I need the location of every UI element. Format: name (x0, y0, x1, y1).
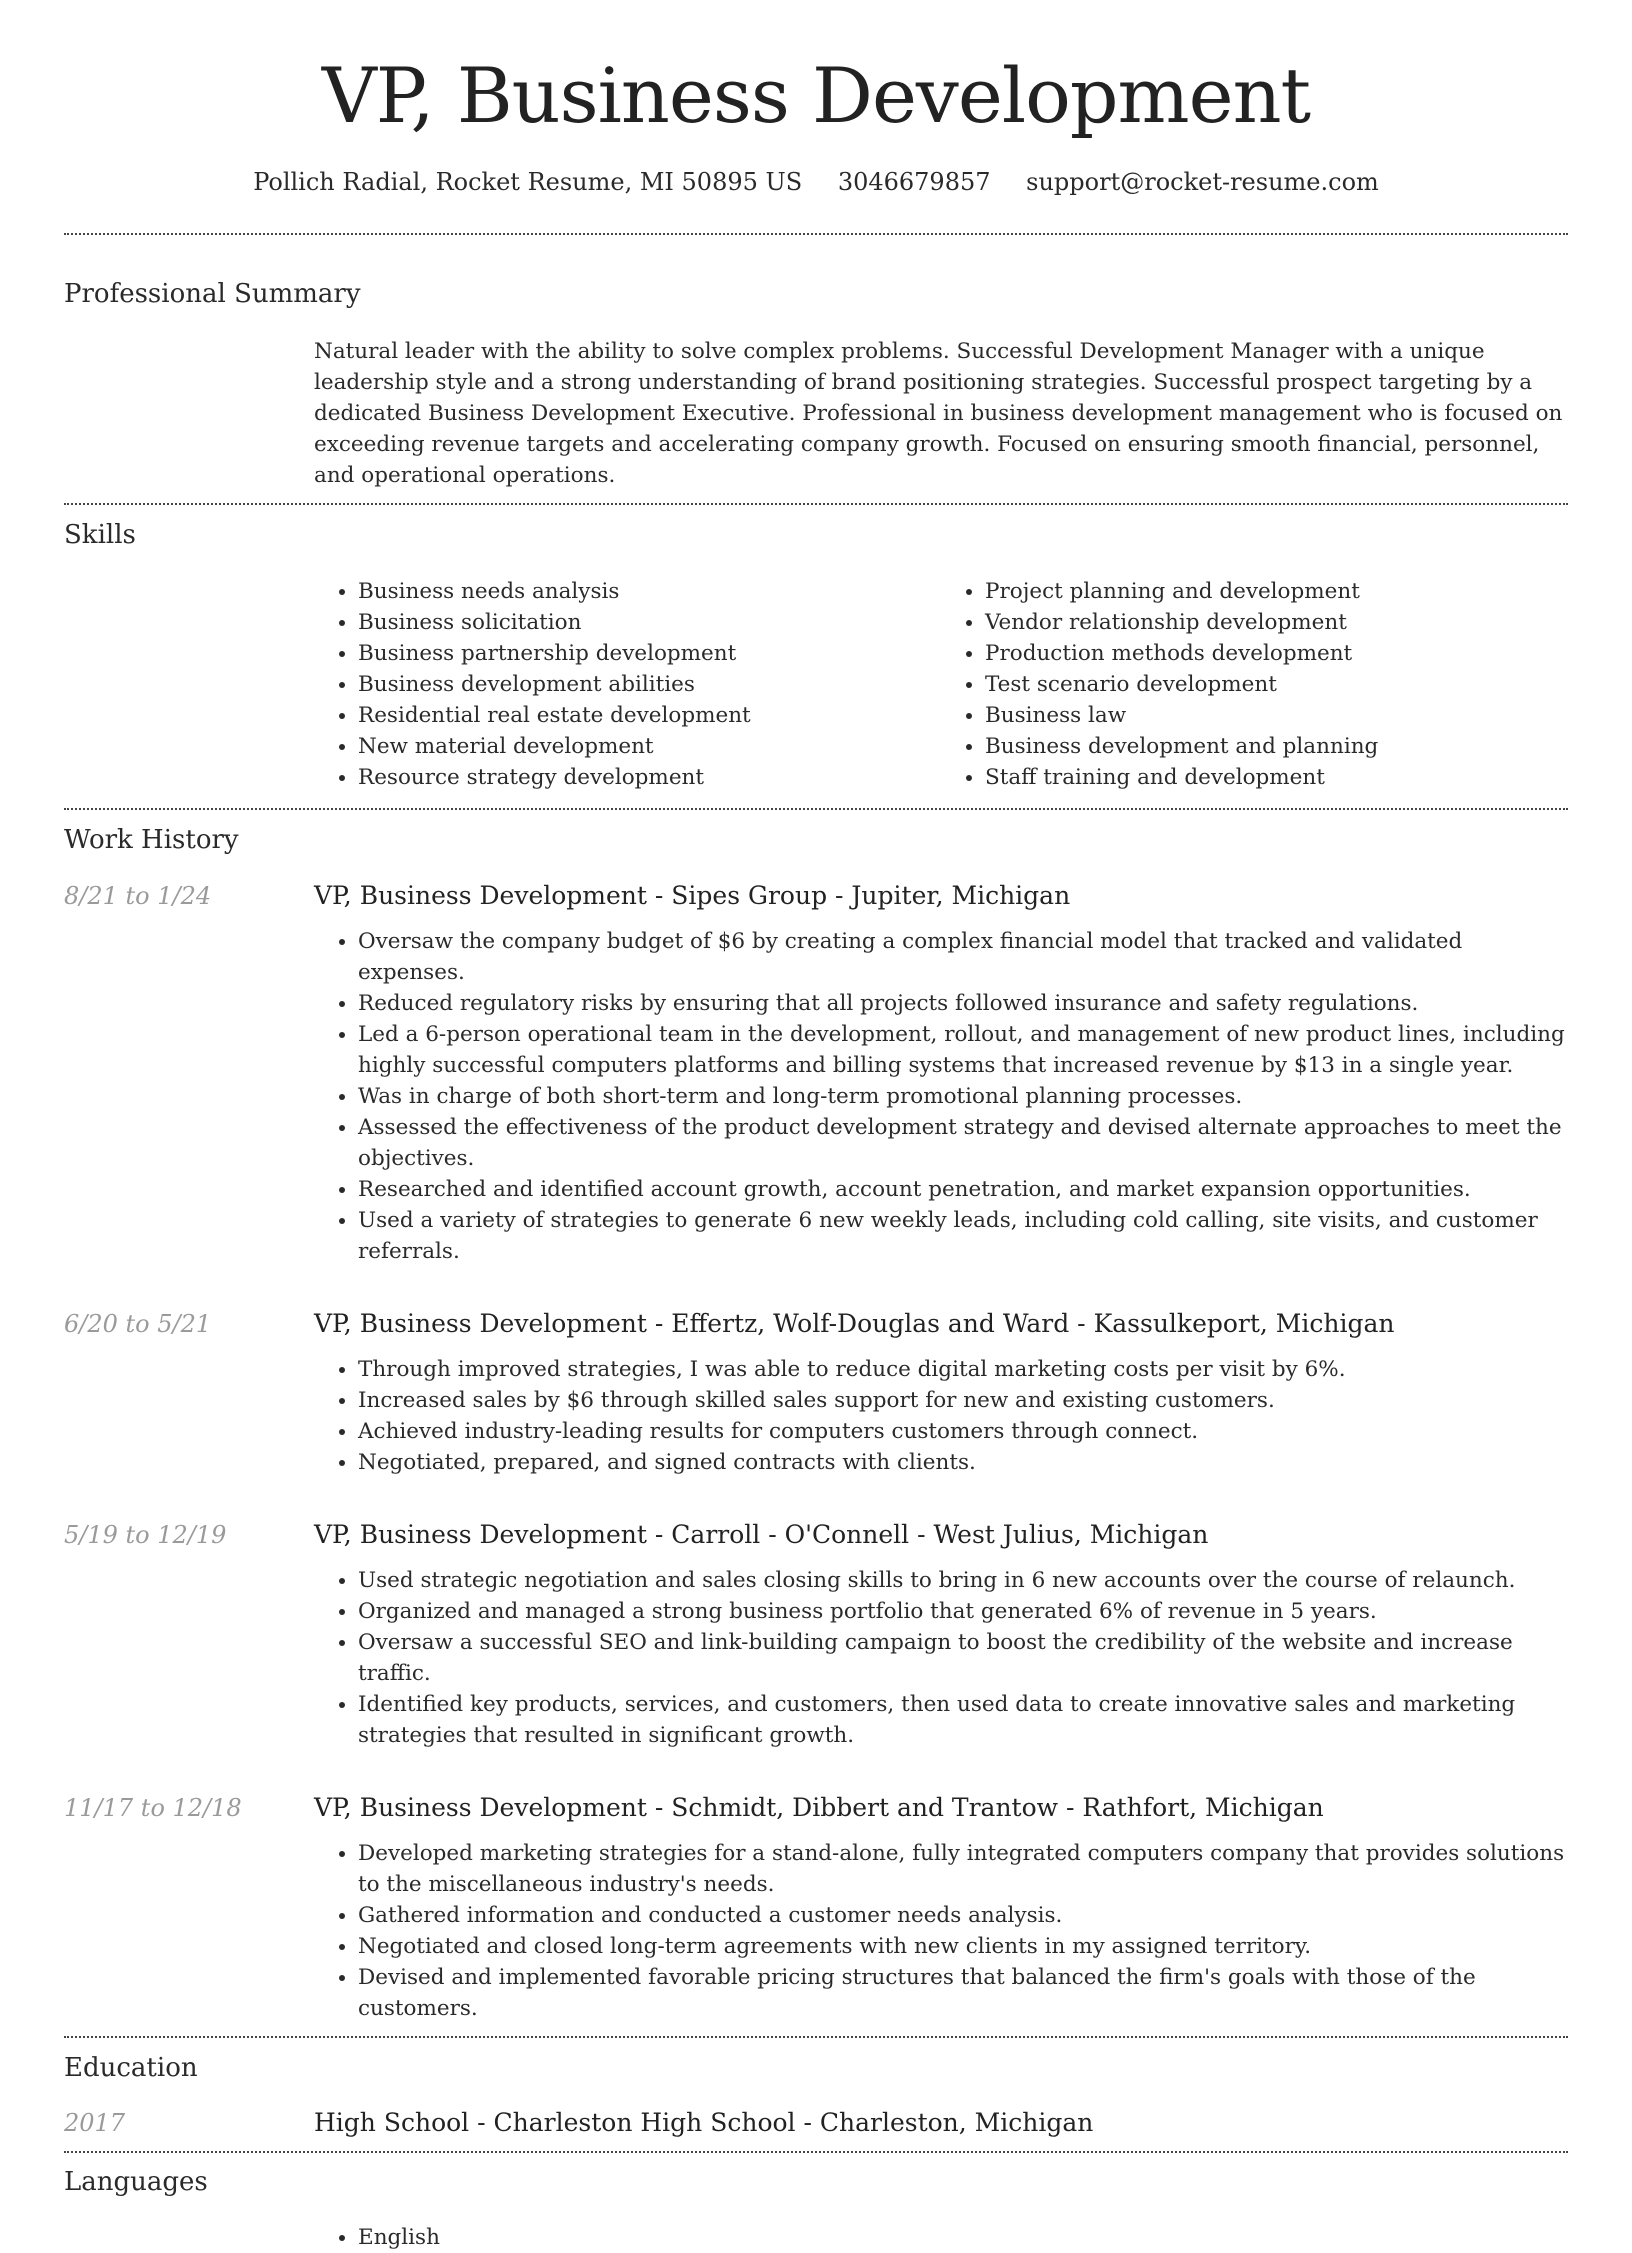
skill-item: • Business solicitation (358, 607, 941, 638)
job-bullets (314, 1354, 1568, 1478)
section-title-work: Work History (64, 825, 239, 855)
section-divider (64, 503, 1568, 505)
skill-item: • Project planning and development (985, 576, 1568, 607)
section-title-skills: Skills (64, 520, 136, 550)
job-title: VP, Business Development - Effertz, Wolf-Douglas and Ward - Kassulkeport, Michigan (314, 1309, 1395, 1338)
section-divider (64, 2151, 1568, 2153)
education-date: 2017 (64, 2109, 126, 2137)
education-entry (64, 2108, 1568, 2137)
skill-item: • Business law (985, 700, 1568, 731)
job-bullet-list (314, 926, 1568, 1267)
section-divider (64, 2036, 1568, 2038)
job-date: 11/17 to 12/18 (64, 1794, 242, 1822)
job-bullet: • Gathered information and conducted a customer needs analysis. (358, 1900, 1568, 1931)
skill-item: • Staff training and development (985, 762, 1568, 793)
job-bullet: • Researched and identified account growth, account penetration, and market expansion opportunities. (358, 1174, 1568, 1205)
skills-list (314, 576, 1568, 793)
job-entry (64, 1309, 1568, 1478)
job-bullet: • Negotiated and closed long-term agreements with new clients in my assigned territory. (358, 1931, 1568, 1962)
education-title: High School - Charleston High School - Charleston, Michigan (314, 2108, 1094, 2137)
section-divider (64, 808, 1568, 810)
languages-list (314, 2222, 1568, 2253)
job-bullet-list (314, 1838, 1568, 2024)
section-title-education: Education (64, 2053, 198, 2083)
job-bullet: • Through improved strategies, I was able to reduce digital marketing costs per visit by 6%. (358, 1354, 1568, 1385)
job-bullet: • Developed marketing strategies for a stand-alone, fully integrated computers company that provides solutions to the miscellaneous industry's needs. (358, 1838, 1568, 1900)
section-title-summary: Professional Summary (64, 279, 361, 309)
job-date: 8/21 to 1/24 (64, 882, 212, 910)
job-header (64, 1793, 1568, 1822)
skills-column-left (314, 576, 941, 793)
skill-item: • Business needs analysis (358, 576, 941, 607)
job-bullet: • Increased sales by $6 through skilled sales support for new and existing customers. (358, 1385, 1568, 1416)
skills-column-right (941, 576, 1568, 793)
job-header (64, 1309, 1568, 1338)
job-bullets (314, 926, 1568, 1267)
job-bullet: • Assessed the effectiveness of the product development strategy and devised alternate approaches to meet the objectives. (358, 1112, 1568, 1174)
resume-name: VP, Business Development (321, 51, 1311, 140)
job-bullet: • Devised and implemented favorable pricing structures that balanced the firm's goals with those of the customers. (358, 1962, 1568, 2024)
job-header (64, 1520, 1568, 1549)
job-title: VP, Business Development - Sipes Group - Jupiter, Michigan (314, 881, 1071, 910)
job-title: VP, Business Development - Schmidt, Dibbert and Trantow - Rathfort, Michigan (314, 1793, 1324, 1822)
job-bullets (314, 1838, 1568, 2024)
job-entry (64, 881, 1568, 1267)
job-bullet: • Used a variety of strategies to generate 6 new weekly leads, including cold calling, site visits, and customer referrals. (358, 1205, 1568, 1267)
contact-phone: 3046679857 (837, 168, 991, 196)
languages-items (314, 2222, 1568, 2253)
skill-item: • Business partnership development (358, 638, 941, 669)
skill-item: • Business development and planning (985, 731, 1568, 762)
job-bullet-list (314, 1354, 1568, 1478)
job-date: 5/19 to 12/19 (64, 1521, 227, 1549)
job-bullet: • Organized and managed a strong business portfolio that generated 6% of revenue in 5 years. (358, 1596, 1568, 1627)
job-bullet: • Oversaw a successful SEO and link-building campaign to boost the credibility of the website and increase traffic. (358, 1627, 1568, 1689)
summary-text: Natural leader with the ability to solve complex problems. Successful Development Manager with a unique leadership style and a strong understanding of brand positioning strategies. Successful prospect targeting by a dedicated Business Development Executive. Professional in business development management who is focused on exceeding revenue targets and accelerating company growth. Focused on ensuring smooth financial, personnel, and operational operations. (314, 339, 1563, 488)
job-bullet-list (314, 1565, 1568, 1751)
job-date: 6/20 to 5/21 (64, 1310, 212, 1338)
contact-email[interactable]: support@rocket-resume.com (1026, 168, 1379, 196)
section-title-languages: Languages (64, 2167, 208, 2197)
job-bullet: • Achieved industry-leading results for computers customers through connect. (358, 1416, 1568, 1447)
job-bullet: • Negotiated, prepared, and signed contracts with clients. (358, 1447, 1568, 1478)
resume-page (64, 0, 1568, 2253)
job-bullet: • Identified key products, services, and customers, then used data to create innovative sales and marketing strategies that resulted in significant growth. (358, 1689, 1568, 1751)
skill-item: • Production methods development (985, 638, 1568, 669)
job-bullet: • Led a 6-person operational team in the development, rollout, and management of new product lines, including highly successful computers platforms and billing systems that increased revenue by $13 in a single year. (358, 1019, 1568, 1081)
job-bullets (314, 1565, 1568, 1751)
skill-item: • Business development abilities (358, 669, 941, 700)
skill-item: • Resource strategy development (358, 762, 941, 793)
skill-item: • Vendor relationship development (985, 607, 1568, 638)
section-divider (64, 233, 1568, 235)
contact-line (64, 168, 1568, 196)
job-entry (64, 1793, 1568, 2024)
job-entry (64, 1520, 1568, 1751)
contact-address: Pollich Radial, Rocket Resume, MI 50895 US (253, 168, 803, 196)
job-header (64, 881, 1568, 910)
work-history (64, 881, 1568, 2024)
job-bullet: • Was in charge of both short-term and long-term promotional planning processes. (358, 1081, 1568, 1112)
job-bullet: • Reduced regulatory risks by ensuring that all projects followed insurance and safety regulations. (358, 988, 1568, 1019)
language-item: • English (358, 2222, 1568, 2253)
skill-item: • Test scenario development (985, 669, 1568, 700)
job-title: VP, Business Development - Carroll - O'Connell - West Julius, Michigan (314, 1520, 1209, 1549)
job-bullet: • Used strategic negotiation and sales closing skills to bring in 6 new accounts over the course of relaunch. (358, 1565, 1568, 1596)
job-bullet: • Oversaw the company budget of $6 by creating a complex financial model that tracked and validated expenses. (358, 926, 1568, 988)
skill-item: • New material development (358, 731, 941, 762)
skill-item: • Residential real estate development (358, 700, 941, 731)
